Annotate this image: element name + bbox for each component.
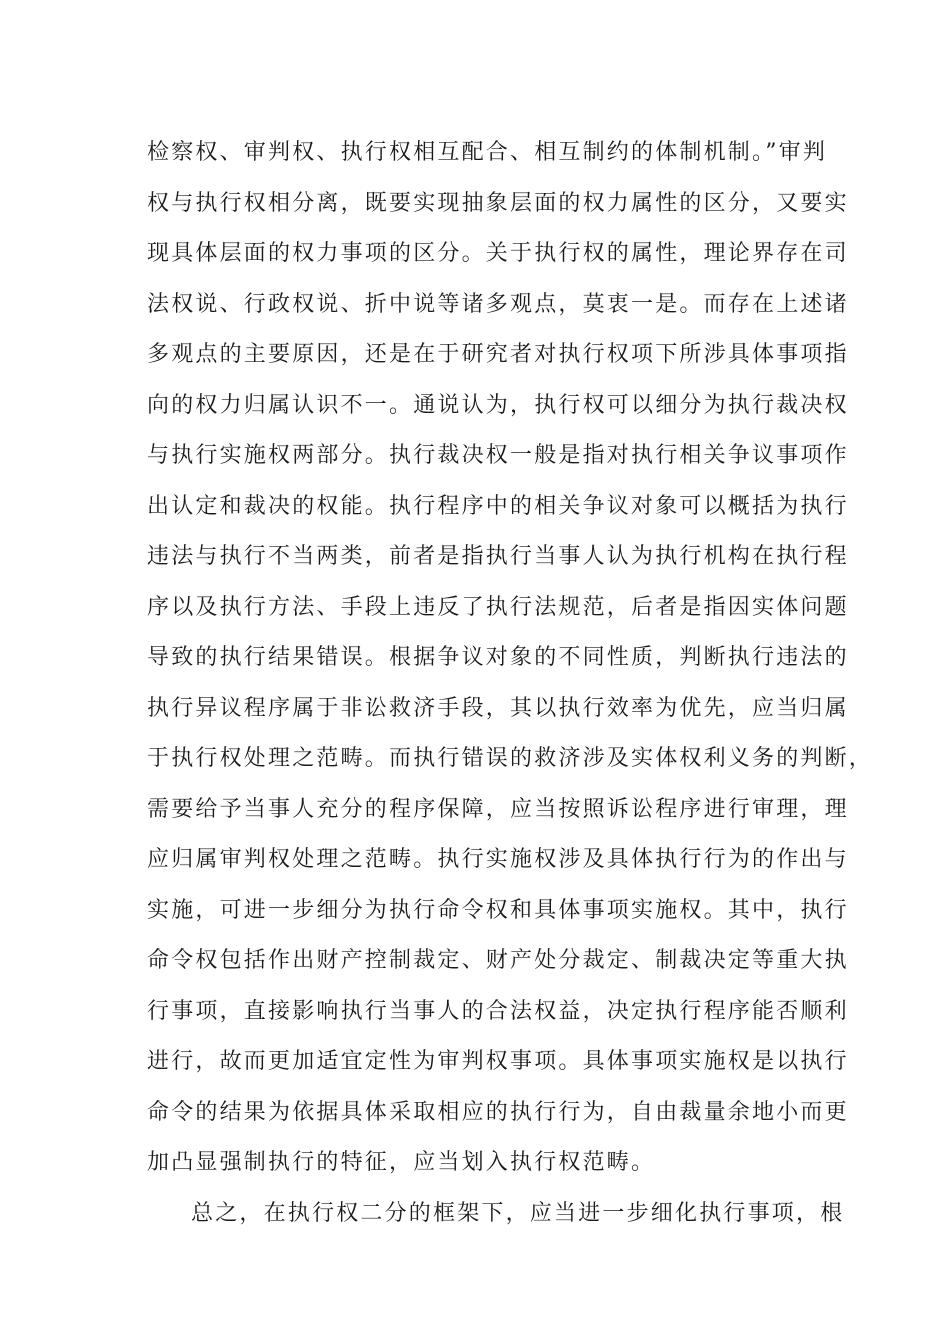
text-line: 需要给予当事人充分的程序保障，应当按照诉讼程序进行审理，理 [147, 796, 849, 822]
text-line: 多观点的主要原因，还是在于研究者对执行权项下所涉具体事项指 [147, 342, 849, 367]
text-line: 应归属审判权处理之范畴。执行实施权涉及具体执行行为的作出与 [147, 847, 849, 872]
text-line: 违法与执行不当两类，前者是指执行当事人认为执行机构在执行程 [147, 544, 849, 569]
text-line: 法权说、行政权说、折中说等诸多观点，莫衷一是。而存在上述诸 [147, 291, 849, 317]
text-line: 实施，可进一步细分为执行命令权和具体事项实施权。其中，执行 [147, 897, 849, 923]
text-line: 命令权包括作出财产控制裁定、财产处分裁定、制裁决定等重大执 [147, 948, 849, 973]
text-line: 现具体层面的权力事项的区分。关于执行权的属性，理论界存在司 [147, 241, 849, 266]
text-line: 权与执行权相分离，既要实现抽象层面的权力属性的区分，又要实 [147, 190, 849, 216]
text-line: 出认定和裁决的权能。执行程序中的相关争议对象可以概括为执行 [147, 493, 849, 519]
text-line: 向的权力归属认识不一。通说认为，执行权可以细分为执行裁决权 [147, 392, 849, 418]
text-line: 检察权、审判权、执行权相互配合、相互制约的体制机制。”审判 [147, 140, 828, 165]
body-text [147, 128, 874, 1239]
text-line: 加凸显强制执行的特征，应当划入执行权范畴。 [147, 1150, 656, 1175]
text-line: 于执行权处理之范畴。而执行错误的救济涉及实体权利义务的判断， [147, 746, 874, 771]
text-line: 执行异议程序属于非讼救济手段，其以执行效率为优先，应当归属 [147, 695, 849, 721]
text-line: 命令的结果为依据具体采取相应的执行行为，自由裁量余地小而更 [147, 1099, 849, 1125]
text-line: 行事项，直接影响执行当事人的合法权益，决定执行程序能否顺利 [147, 998, 849, 1024]
text-line: 序以及执行方法、手段上违反了执行法规范，后者是指因实体问题 [147, 594, 849, 620]
text-line: 与执行实施权两部分。执行裁决权一般是指对执行相关争议事项作 [147, 443, 849, 468]
text-line: 导致的执行结果错误。根据争议对象的不同性质，判断执行违法的 [147, 645, 849, 670]
text-line: 进行，故而更加适宜定性为审判权事项。具体事项实施权是以执行 [147, 1049, 849, 1074]
paragraph-start-line: 总之，在执行权二分的框架下，应当进一步细化执行事项，根 [191, 1200, 845, 1226]
